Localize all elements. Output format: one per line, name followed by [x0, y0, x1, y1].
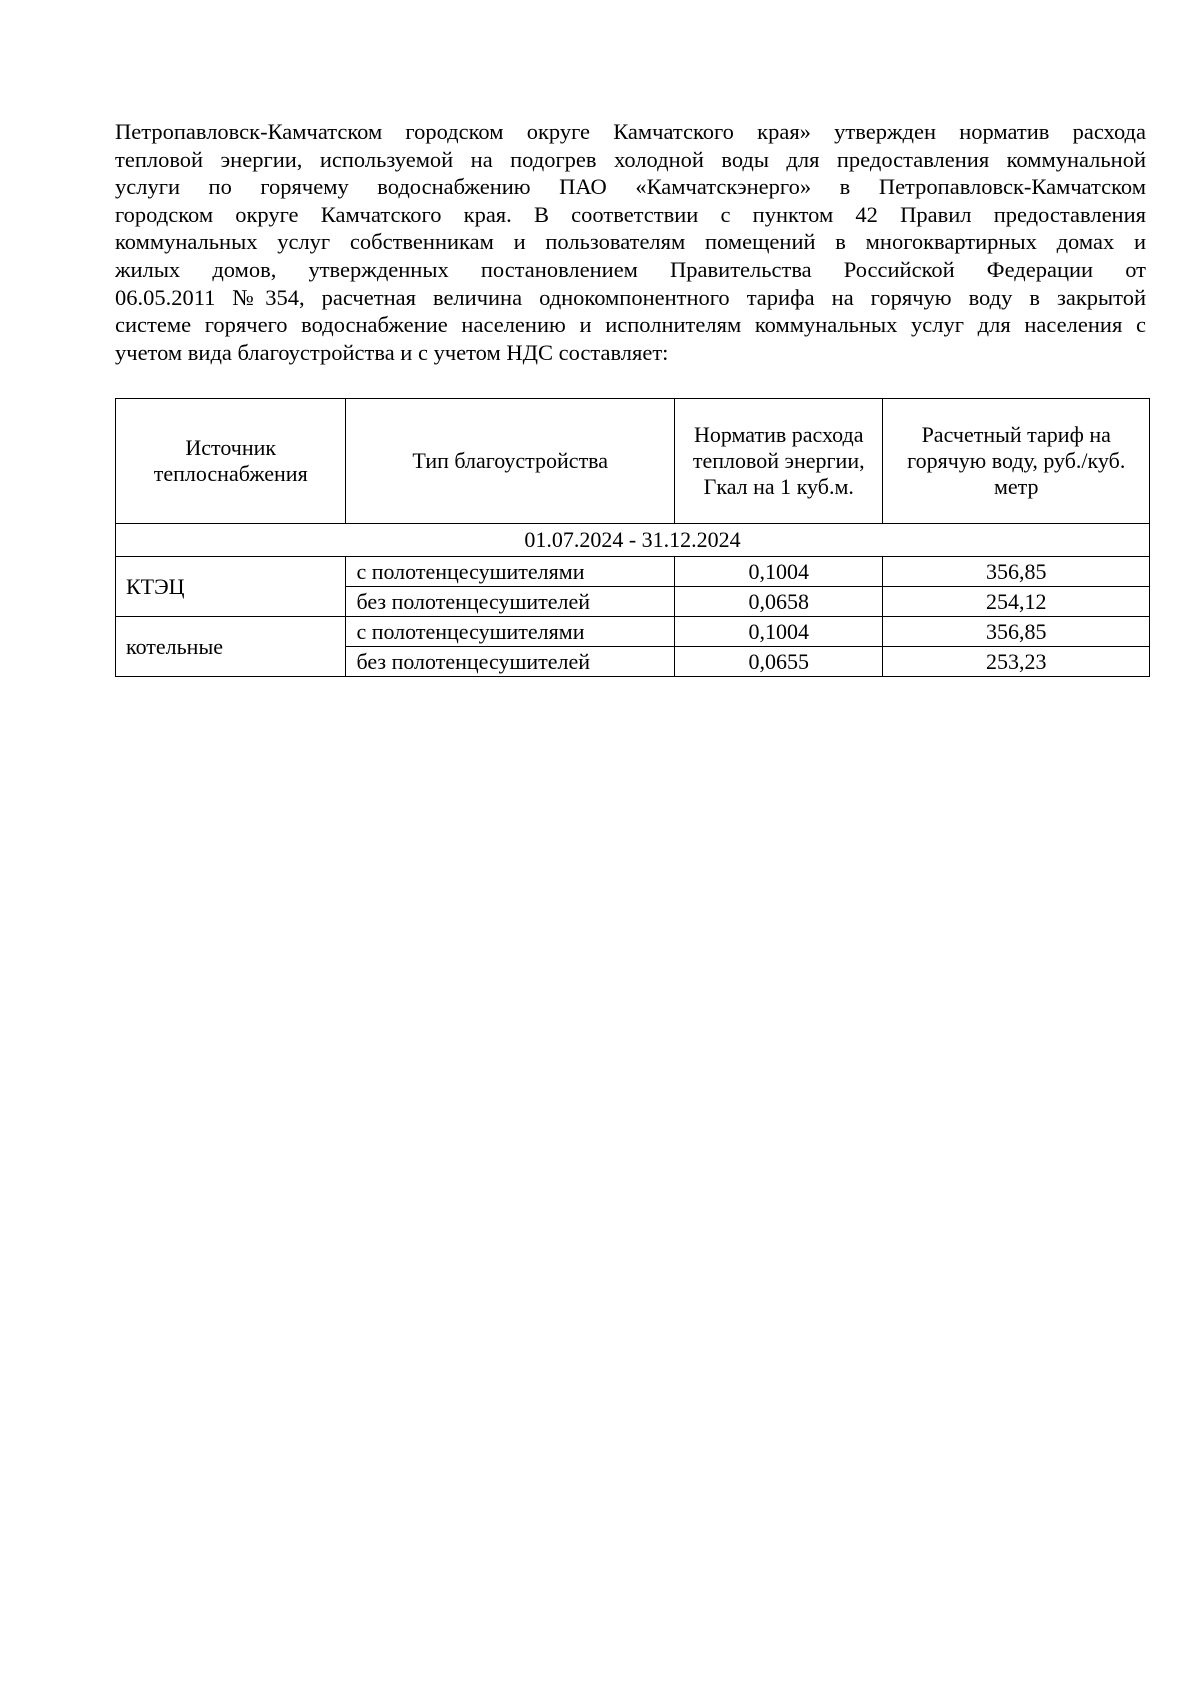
- tariff-cell: 253,23: [883, 647, 1150, 677]
- table-row: [116, 617, 1150, 647]
- norm-cell: 0,1004: [675, 557, 883, 587]
- paragraph-line: 06.05.2011 №354, расчетная величина однокомпонентного тарифа на горячую воду в закрытой: [115, 284, 1146, 310]
- period-cell: 01.07.2024 - 31.12.2024: [116, 524, 1150, 557]
- paragraph-line: городском округе Камчатского края. В соответствии с пунктом 42 Правил предоставления: [115, 201, 1146, 227]
- source-cell: КТЭЦ: [116, 557, 346, 617]
- type-cell: с полотенцесушителями: [346, 617, 675, 647]
- paragraph-line: Петропавловск-Камчатском городском округе Камчатского края» утвержден норматив расхода: [115, 119, 1146, 144]
- body-paragraph: [115, 118, 1146, 366]
- norm-cell: 0,0655: [675, 647, 883, 677]
- header-type-label: Тип благоустройства: [412, 448, 609, 473]
- header-tariff: [883, 399, 1150, 524]
- paragraph-line: учетом вида благоустройства и с учетом НДС составляет:: [115, 339, 669, 365]
- paragraph-line: жилых домов, утвержденных постановлением Правительства Российской Федерации от: [115, 256, 1146, 282]
- table-header-row: [116, 399, 1150, 524]
- source-cell: котельные: [116, 617, 346, 677]
- tariff-cell: 254,12: [883, 587, 1150, 617]
- tariff-table: [115, 398, 1150, 677]
- norm-cell: 0,1004: [675, 617, 883, 647]
- type-cell: с полотенцесушителями: [346, 557, 675, 587]
- paragraph-line: коммунальных услуг собственникам и пользователям помещений в многоквартирных домах и: [115, 229, 1146, 255]
- header-norm-label: Норматив расхода тепловой энергии, Гкал на 1 куб.м.: [692, 422, 865, 499]
- paragraph-line: системе горячего водоснабжение населению и исполнителям коммунальных услуг для населения с: [115, 312, 1146, 338]
- tariff-cell: 356,85: [883, 557, 1150, 587]
- header-type: [346, 399, 675, 524]
- header-source: [116, 399, 346, 524]
- header-source-label: Источник теплоснабжения: [153, 435, 308, 486]
- header-tariff-label: Расчетный тариф на горячую воду, руб./куб. метр: [907, 422, 1126, 499]
- period-row: [116, 524, 1150, 557]
- type-cell: без полотенцесушителей: [346, 587, 675, 617]
- paragraph-line: тепловой энергии, используемой на подогрев холодной воды для предоставления коммунальной: [115, 146, 1146, 172]
- norm-cell: 0,0658: [675, 587, 883, 617]
- table-row: [116, 557, 1150, 587]
- paragraph-line: услуги по горячему водоснабжению ПАО «Камчатскэнерго» в Петропавловск-Камчатском: [115, 174, 1146, 200]
- header-norm: [675, 399, 883, 524]
- type-cell: без полотенцесушителей: [346, 647, 675, 677]
- tariff-cell: 356,85: [883, 617, 1150, 647]
